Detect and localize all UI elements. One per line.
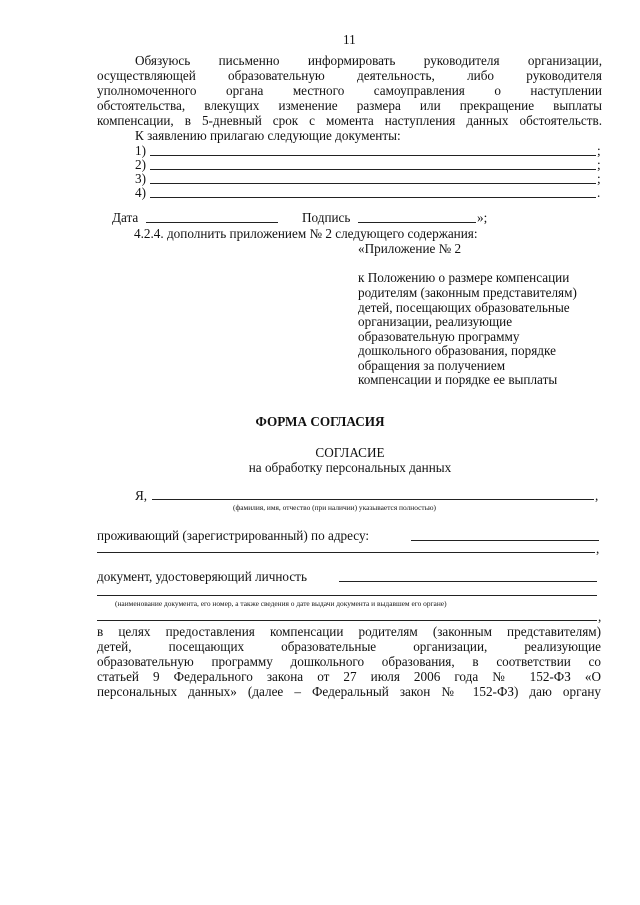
purpose-line: персональных данных» (далее – Федеральный закон № 152-ФЗ) даю органу [97,684,601,699]
signature-label: Подпись [302,210,351,225]
document-label: документ, удостоверяющий личность [97,569,307,584]
appendix-line: дошкольного образования, порядке [358,343,556,358]
signature-field[interactable] [358,222,476,223]
document-end: , [598,609,602,624]
attachment-end: ; [597,171,601,186]
appendix-line: организации, реализующие [358,314,513,329]
obligation-line: осуществляющей образовательную деятельность, либо руководителя [97,68,602,83]
document-field[interactable] [339,581,597,582]
date-label: Дата [112,210,139,225]
consent-title: СОГЛАСИЕ [315,445,385,460]
obligation-paragraph [97,53,602,128]
attachment-line[interactable] [150,169,596,170]
purpose-line: детей, посещающих образовательные организации, реализующие [97,639,601,654]
attachment-line[interactable] [150,197,596,198]
obligation-line: компенсации, в 5-дневный срок с момента наступления данных обстоятельств. [97,113,602,128]
appendix-line: детей, посещающих образовательные [358,300,570,315]
obligation-line: уполномоченного органа местного самоуправления о наступлении [97,83,602,98]
clause-text: 4.2.4. дополнить приложением № 2 следующего содержания: [134,226,478,241]
purpose-line: статьей 9 Федерального закона от 27 июля 2006 года № 152-ФЗ «О [97,669,601,684]
consent-subtitle: на обработку персональных данных [248,460,452,475]
purpose-line: образовательную программу дошкольного образования, в соответствии со [97,654,601,669]
appendix-line: родителям (законным представителям) [358,285,577,300]
document-field-third[interactable] [97,620,597,621]
i-label: Я, [135,488,148,503]
form-title: ФОРМА СОГЛАСИЯ [255,414,385,429]
appendix-line: компенсации и порядке ее выплаты [358,372,558,387]
appendix-line: к Положению о размере компенсации [358,270,570,285]
document-hint: (наименование документа, его номер, а также сведения о дате выдачи документа и выдавшем его органе) [115,599,447,608]
attachment-end: ; [597,157,601,172]
appendix-title: «Приложение № 2 [358,241,462,256]
date-field[interactable] [146,222,278,223]
fio-end: , [595,488,599,503]
document-field-second[interactable] [97,595,597,596]
address-label: проживающий (зарегистрированный) по адресу: [97,528,370,543]
attachment-number: 2) [135,157,146,172]
address-field-second[interactable] [97,552,595,553]
attachment-number: 3) [135,171,146,186]
obligation-line: обстоятельства, влекущих изменение размера или прекращение выплаты [97,98,602,113]
attachment-number: 4) [135,185,146,200]
appendix-line: обращения за получением [358,358,506,373]
obligation-line: Обязуюсь письменно информировать руководителя организации, [135,53,602,68]
page-number: 11 [343,32,356,47]
address-end: , [596,541,600,556]
attachment-number: 1) [135,143,146,158]
attachments-intro: К заявлению прилагаю следующие документы: [135,128,401,143]
address-field[interactable] [411,540,599,541]
purpose-line: в целях предоставления компенсации родителям (законным представителям) [97,624,601,639]
attachment-line[interactable] [150,155,596,156]
appendix-line: образовательную программу [358,329,520,344]
purpose-paragraph [97,624,601,699]
attachment-line[interactable] [150,183,596,184]
fio-hint: (фамилия, имя, отчество (при наличии) указывается полностью) [233,503,437,512]
signature-end: »; [477,210,488,225]
attachment-end: ; [597,143,601,158]
attachment-end: . [597,185,601,200]
fio-field[interactable] [152,499,594,500]
